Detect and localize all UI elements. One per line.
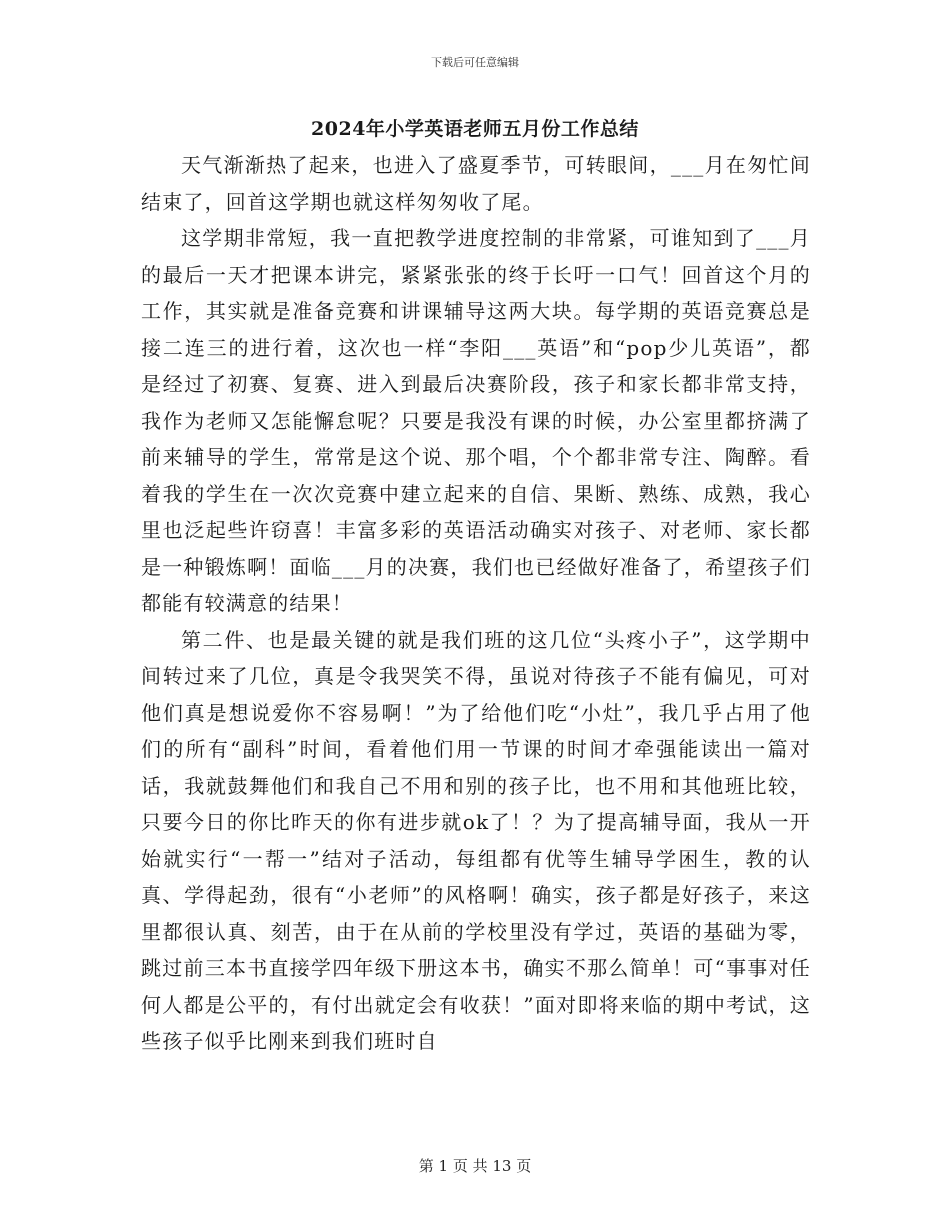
page-number: 第 1 页 共 13 页	[418, 1157, 532, 1175]
paragraph-3: 第二件、也是最关键的就是我们班的这几位“头疼小子”，这学期中间转过来了几位，真是令我哭笑不得，虽说对待孩子不能有偏见，可对他们真是想说爱你不容易啊！”为了给他们吃“小灶”，我几乎占用了他们的所有“副科”时间，看着他们用一节课的时间才牵强能读出一篇对话，我就鼓舞他们和我自己不用和别的孩子比，也不用和其他班比较，只要今日的你比昨天的你有进步就ok了！？为了提高辅导面，我从一开始就实行“一帮一”结对子活动，每组都有优等生辅导学困生，教的认真、学得起劲，很有“小老师”的风格啊！确实，孩子都是好孩子，来这里都很认真、刻苦，由于在从前的学校里没有学过，英语的基础为零，跳过前三本书直接学四年级下册这本书，确实不那么简单！可“事事对任何人都是公平的，有付出就定会有收获！”面对即将来临的期中考试，这些孩子似乎比刚来到我们班时自	[141, 627, 811, 1053]
paragraph-1: 天气渐渐热了起来，也进入了盛夏季节，可转眼间，___月在匆忙间结束了，回首这学期也就这样匆匆收了尾。	[141, 153, 811, 214]
document-body	[141, 147, 811, 1060]
document-title: 2024年小学英语老师五月份工作总结	[311, 118, 639, 140]
paragraph-2: 这学期非常短，我一直把教学进度控制的非常紧，可谁知到了___月的最后一天才把课本讲完，紧紧张张的终于长吁一口气！回首这个月的工作，其实就是准备竞赛和讲课辅导这两大块。每学期的英语竞赛总是接二连三的进行着，这次也一样“李阳___英语”和“pop少儿英语”，都是经过了初赛、复赛、进入到最后决赛阶段，孩子和家长都非常支持，我作为老师又怎能懈怠呢？只要是我没有课的时候，办公室里都挤满了前来辅导的学生，常常是这个说、那个唱，个个都非常专注、陶醉。看着我的学生在一次次竞赛中建立起来的自信、果断、熟练、成熟，我心里也泛起些许窃喜！丰富多彩的英语活动确实对孩子、对老师、家长都是一种锻炼啊！面临___月的决赛，我们也已经做好准备了，希望孩子们都能有较满意的结果！	[141, 226, 811, 615]
page-header-note: 下载后可任意编辑	[431, 56, 519, 69]
